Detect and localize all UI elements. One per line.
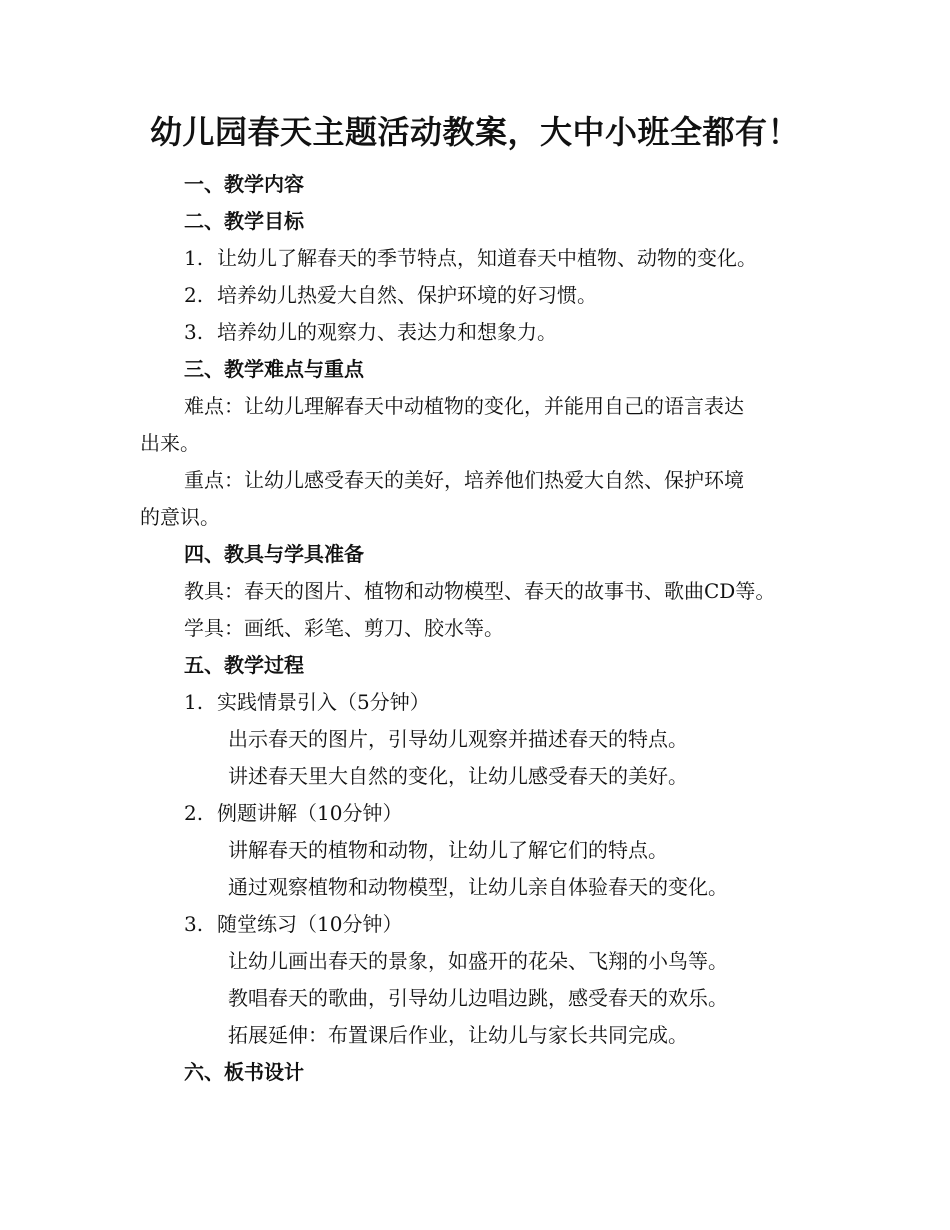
section-heading: 四、教具与学具准备 bbox=[184, 542, 364, 566]
numbered-item bbox=[140, 240, 820, 277]
section-heading: 二、教学目标 bbox=[184, 209, 304, 233]
paragraph-text: 的意识。 bbox=[140, 505, 220, 529]
section-heading: 三、教学难点与重点 bbox=[184, 357, 364, 381]
sub-item-text: 拓展延伸：布置课后作业，让幼儿与家长共同完成。 bbox=[228, 1023, 688, 1047]
document-title: 幼儿园春天主题活动教案，大中小班全都有！ bbox=[149, 113, 800, 151]
paragraph-text: 难点：让幼儿理解春天中动植物的变化，并能用自己的语言表达 bbox=[184, 394, 744, 418]
item-number: 2. bbox=[184, 801, 204, 825]
numbered-item bbox=[140, 314, 820, 351]
item-number: 3. bbox=[184, 320, 204, 344]
section-heading: 一、教学内容 bbox=[184, 172, 304, 196]
item-number: 3. bbox=[184, 912, 204, 936]
numbered-item bbox=[140, 906, 820, 943]
paragraph-text: 学具：画纸、彩笔、剪刀、胶水等。 bbox=[184, 616, 504, 640]
item-text: 随堂练习（10分钟） bbox=[217, 912, 403, 936]
item-text: 实践情景引入（5分钟） bbox=[217, 690, 430, 714]
item-text: 让幼儿了解春天的季节特点，知道春天中植物、动物的变化。 bbox=[217, 246, 757, 270]
paragraph-text: 出来。 bbox=[140, 431, 200, 455]
sub-item-text: 讲述春天里大自然的变化，让幼儿感受春天的美好。 bbox=[228, 764, 688, 788]
numbered-item bbox=[140, 684, 820, 721]
section-heading: 五、教学过程 bbox=[184, 653, 304, 677]
item-number: 1. bbox=[184, 246, 204, 270]
item-text: 培养幼儿热爱大自然、保护环境的好习惯。 bbox=[217, 283, 597, 307]
paragraph-text: 重点：让幼儿感受春天的美好，培养他们热爱大自然、保护环境 bbox=[184, 468, 744, 492]
item-text: 例题讲解（10分钟） bbox=[217, 801, 403, 825]
sub-item-text: 通过观察植物和动物模型，让幼儿亲自体验春天的变化。 bbox=[228, 875, 728, 899]
sub-item-text: 出示春天的图片，引导幼儿观察并描述春天的特点。 bbox=[228, 727, 688, 751]
paragraph-text: 教具：春天的图片、植物和动物模型、春天的故事书、歌曲CD等。 bbox=[184, 579, 776, 603]
item-number: 1. bbox=[184, 690, 204, 714]
sub-item-text: 讲解春天的植物和动物，让幼儿了解它们的特点。 bbox=[228, 838, 668, 862]
numbered-item bbox=[140, 277, 820, 314]
sub-item-text: 教唱春天的歌曲，引导幼儿边唱边跳，感受春天的欢乐。 bbox=[228, 986, 728, 1010]
numbered-item bbox=[140, 795, 820, 832]
document-body bbox=[140, 166, 820, 1091]
item-number: 2. bbox=[184, 283, 204, 307]
section-heading: 六、板书设计 bbox=[184, 1060, 304, 1084]
item-text: 培养幼儿的观察力、表达力和想象力。 bbox=[217, 320, 557, 344]
sub-item-text: 让幼儿画出春天的景象，如盛开的花朵、飞翔的小鸟等。 bbox=[228, 949, 728, 973]
